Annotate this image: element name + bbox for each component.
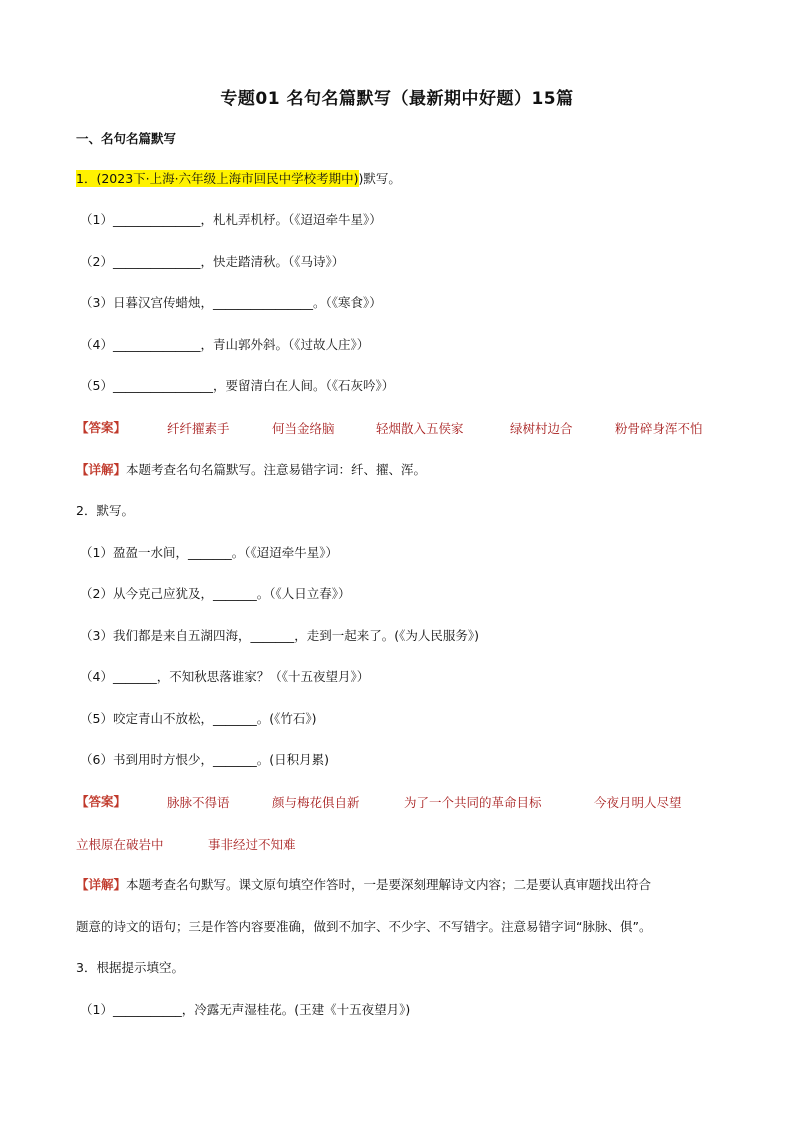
answer-item: 颜与梅花俱自新	[272, 795, 360, 810]
detail-text: 本题考查名句默写。课文原句填空作答时，一是要深刻理解诗文内容；二是要认真审题找出符合	[126, 877, 652, 892]
answer-item: 粉骨碎身浑不怕	[615, 421, 703, 436]
question-1-answer-row	[76, 419, 126, 437]
question-2-heading: 2．默写。	[76, 503, 134, 518]
question-1-item: （2）______________，快走踏清秋。（《马诗》）	[80, 254, 345, 269]
question-2-item: （1）盈盈一水间，_______。（《迢迢牵牛星》）	[80, 545, 338, 560]
question-1-item: （1）______________，札札弄机杼。（《迢迢牵牛星》）	[80, 212, 382, 227]
question-3-heading: 3．根据提示填空。	[76, 960, 184, 975]
detail-text: 本题考查名句名篇默写。注意易错字词：纤、擢、浑。	[126, 462, 427, 477]
answer-label: 【答案】	[76, 420, 127, 435]
question-2-detail	[76, 876, 651, 894]
question-1-source: 2023下·上海·六年级上海市回民中学校考期中	[101, 171, 354, 186]
answer-item: 为了一个共同的革命目标	[404, 795, 542, 810]
question-1-item: （5）________________，要留清白在人间。（《石灰吟》）	[80, 378, 395, 393]
question-2-item: （5）咬定青山不放松，_______。(《竹石》)	[80, 711, 317, 726]
question-1-close: )	[353, 171, 359, 186]
question-1-suffix: )默写。	[358, 171, 401, 186]
question-2-item: （4）_______，不知秋思落谁家？（《十五夜望月》）	[80, 669, 370, 684]
question-2-item: （6）书到用时方恨少，_______。(日积月累)	[80, 752, 329, 767]
answer-item: 轻烟散入五侯家	[376, 421, 464, 436]
question-2-detail-continued: 题意的诗文的语句；三是作答内容要准确，做到不加字、不少字、不写错字。注意易错字词“脉脉、俱”。	[76, 919, 652, 934]
detail-label: 【详解】	[76, 877, 127, 892]
detail-label: 【详解】	[76, 462, 127, 477]
question-1-item: （3）日暮汉宫传蜡烛，________________。（《寒食》）	[80, 295, 382, 310]
page-title: 专题01 名句名篇默写（最新期中好题）15篇	[220, 89, 574, 109]
question-1-detail	[76, 461, 426, 479]
question-3-item: （1）___________，冷露无声湿桂花。(王建《十五夜望月》)	[80, 1002, 411, 1017]
section-heading: 一、名句名篇默写	[76, 131, 177, 146]
answer-item: 纤纤擢素手	[167, 421, 230, 436]
question-2-item: （2）从今克己应犹及，_______。（《人日立春》）	[80, 586, 351, 601]
answer-label: 【答案】	[76, 794, 127, 809]
question-1-heading	[76, 170, 401, 188]
answer-item: 绿树村边合	[510, 421, 573, 436]
answer-item: 事非经过不知难	[208, 837, 296, 852]
question-2-item: （3）我们都是来自五湖四海，_______，走到一起来了。(《为人民服务》)	[80, 628, 479, 643]
question-2-answer-row	[76, 793, 126, 811]
answer-item: 何当金络脑	[272, 421, 335, 436]
question-1-item: （4）______________，青山郭外斜。（《过故人庄》）	[80, 337, 370, 352]
answer-item: 脉脉不得语	[167, 795, 230, 810]
answer-item: 今夜月明人尽望	[594, 795, 682, 810]
question-1-prefix: 1．(	[76, 171, 102, 186]
answer-item: 立根原在破岩中	[76, 837, 164, 852]
